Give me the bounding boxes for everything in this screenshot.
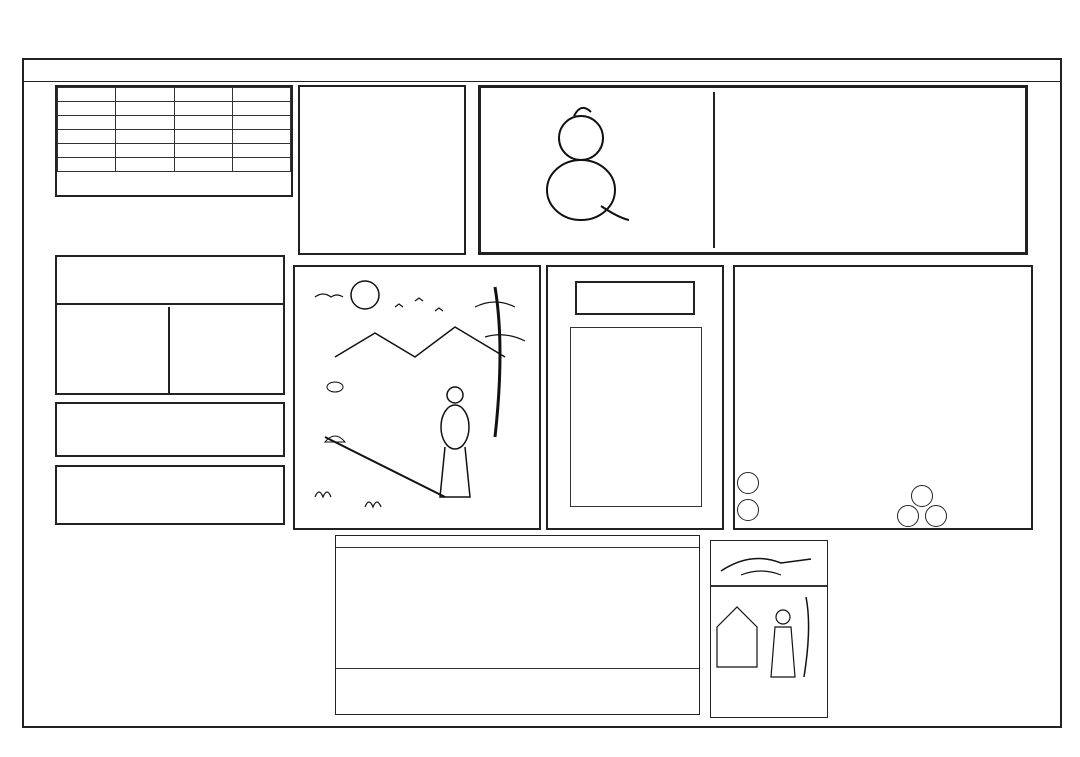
analysis-odd-text <box>895 303 1027 503</box>
table-row <box>58 116 291 130</box>
table-cell <box>174 116 232 130</box>
table-cell <box>232 144 290 158</box>
special-option-a <box>57 307 170 393</box>
analysis-box <box>733 265 1033 530</box>
table-header-cell <box>58 88 116 102</box>
hand-illustration <box>711 541 827 581</box>
number-chart-row <box>336 668 699 669</box>
analysis-big-number <box>737 472 759 494</box>
table-row <box>58 102 291 116</box>
table-cell <box>58 130 116 144</box>
blank-panel-bottom-left <box>55 535 330 715</box>
number-chart-header <box>336 536 699 548</box>
table-cell <box>116 144 174 158</box>
table-cell <box>232 130 290 144</box>
number-chart-grid <box>336 548 700 668</box>
treasure-map-box <box>546 265 724 530</box>
brand-strip-right <box>1040 84 1058 724</box>
treasure-scroll <box>570 327 702 507</box>
table-cell <box>58 144 116 158</box>
analysis-odd-number <box>897 505 919 527</box>
table-cell <box>116 158 174 172</box>
comic-illustration <box>711 587 827 697</box>
table-cell <box>232 116 290 130</box>
special-title <box>57 257 283 305</box>
table-cell <box>116 130 174 144</box>
table-header-cell <box>174 88 232 102</box>
treasure-title <box>575 281 695 315</box>
analysis-big-number <box>737 499 759 521</box>
illustration-box <box>293 265 541 530</box>
table-header-row <box>58 88 291 102</box>
logo-blank-panel <box>713 92 1023 248</box>
table-row <box>58 144 291 158</box>
table-cell <box>174 102 232 116</box>
landscape-illustration <box>295 267 539 528</box>
table-cell <box>58 116 116 130</box>
analysis-odd-number <box>925 505 947 527</box>
brand-strip-left <box>26 84 44 724</box>
table-cell <box>232 158 290 172</box>
table-cell <box>232 102 290 116</box>
table-header-cell <box>116 88 174 102</box>
table-row <box>58 130 291 144</box>
analysis-odd-number <box>911 485 933 507</box>
stats-table-box <box>55 85 293 197</box>
number-chart-box <box>335 535 700 715</box>
special-numbers-box <box>55 402 285 457</box>
special-option-b <box>172 307 285 393</box>
zeng-tips-box <box>298 85 466 255</box>
table-cell <box>58 158 116 172</box>
table-cell <box>116 102 174 116</box>
table-cell <box>174 144 232 158</box>
table-header-cell <box>232 88 290 102</box>
table-cell <box>58 102 116 116</box>
analysis-big-text <box>747 303 887 503</box>
table-row <box>58 158 291 172</box>
table-cell <box>174 130 232 144</box>
gourd-icon <box>529 98 629 228</box>
comic-box <box>710 540 828 718</box>
table-cell <box>174 158 232 172</box>
stats-table <box>57 87 291 172</box>
special-gift-box <box>55 465 285 525</box>
special-box <box>55 255 285 395</box>
table-cell <box>116 116 174 130</box>
logo-box <box>478 85 1028 255</box>
brand-strip-top <box>24 60 1060 82</box>
